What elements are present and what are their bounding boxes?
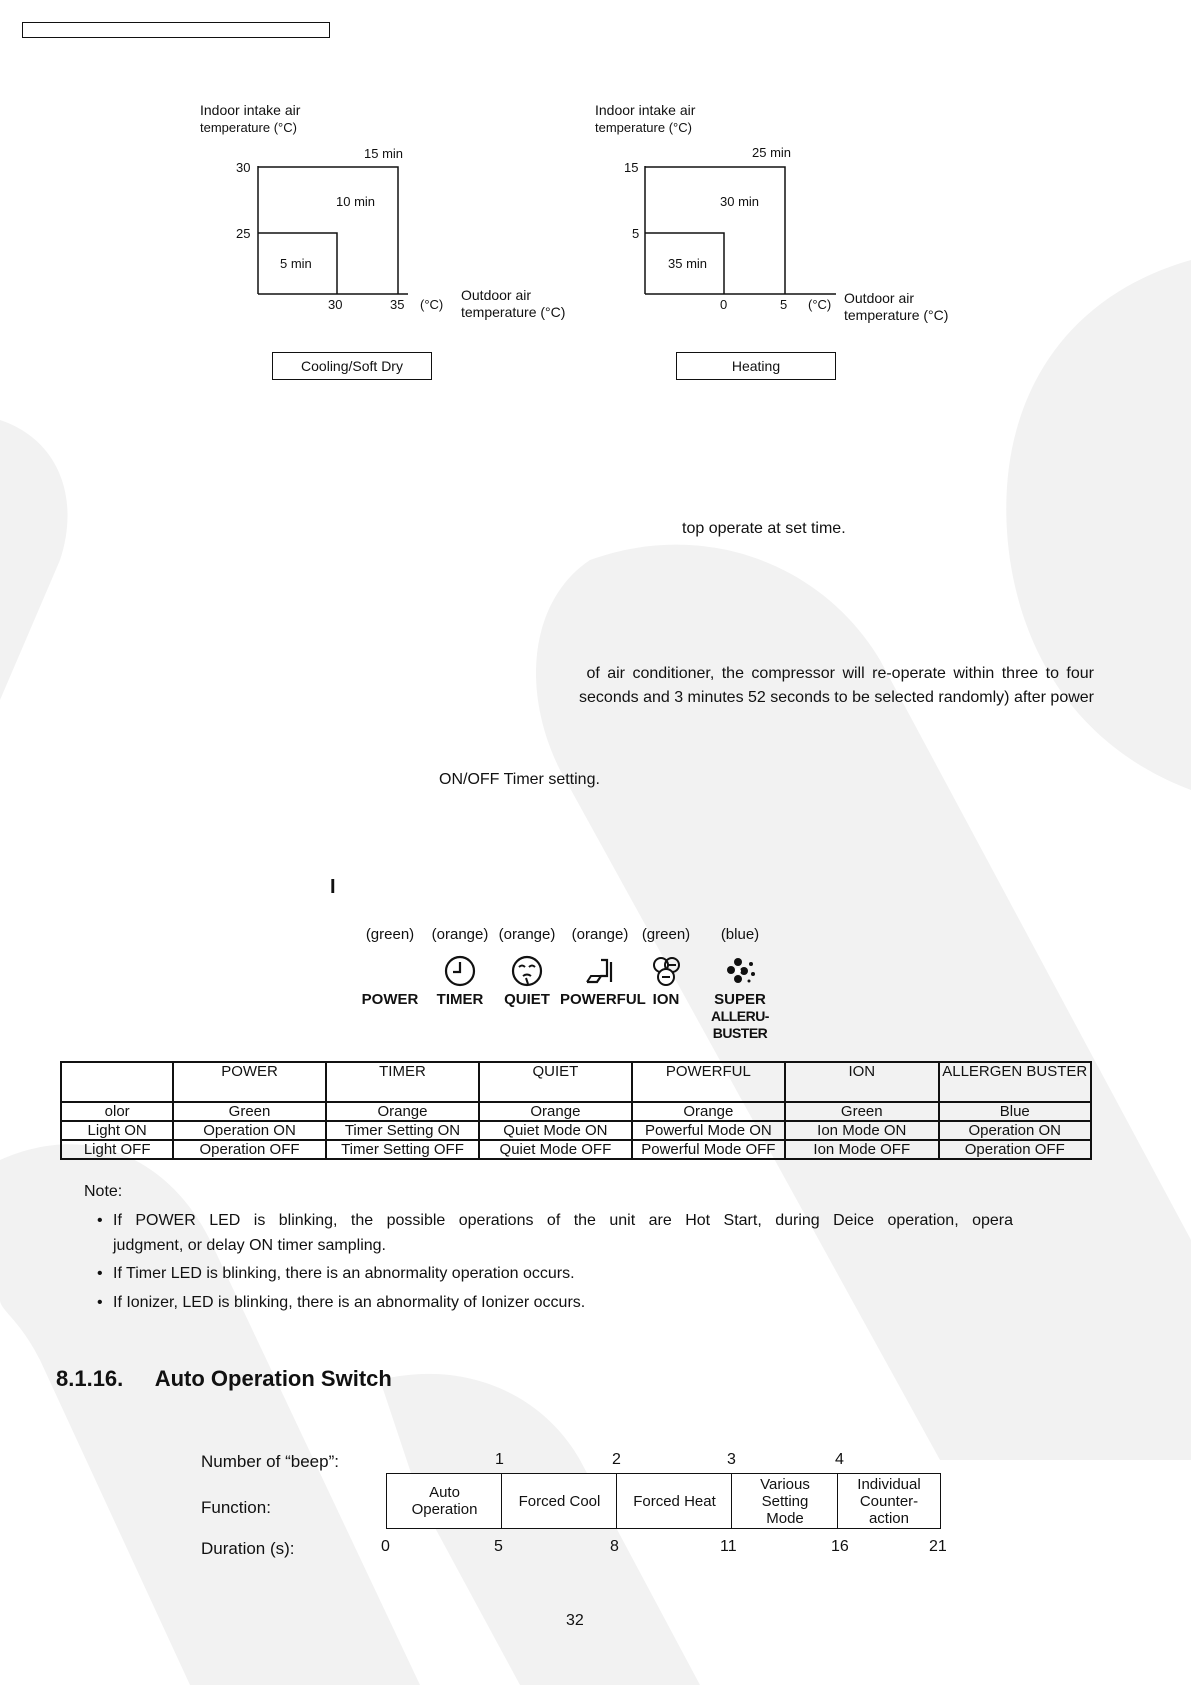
- section-heading: [56, 1366, 392, 1392]
- cooling-ylabel-line1: Indoor intake air: [200, 102, 301, 118]
- table-header-cell: QUIET: [479, 1062, 631, 1102]
- cooling-region-10: 10 min: [336, 194, 376, 209]
- cooling-xtick-30: 30: [328, 297, 343, 312]
- timer-stop-text: top operate at set time.: [682, 520, 846, 537]
- duration-21: 21: [929, 1538, 947, 1555]
- cooling-ylabel-line2: temperature (°C): [200, 120, 297, 135]
- duration-8: 8: [610, 1538, 619, 1555]
- table-cell: Orange: [479, 1102, 631, 1121]
- cooling-chart-lines: [250, 160, 410, 300]
- table-cell: olor: [61, 1102, 173, 1121]
- clock-icon: [443, 954, 477, 988]
- table-row: [61, 1102, 1091, 1121]
- table-cell: Orange: [326, 1102, 479, 1121]
- table-cell: Blue: [939, 1102, 1092, 1121]
- heating-chart-lines: [638, 160, 838, 300]
- function-forced-cool: Forced Cool: [501, 1473, 618, 1529]
- table-cell: Operation ON: [939, 1121, 1092, 1140]
- led-power-label: POWER: [361, 991, 419, 1008]
- function-individual-counteraction: Individual Counter- action: [837, 1473, 941, 1529]
- table-cell: Powerful Mode ON: [632, 1121, 785, 1140]
- heating-xlabel-line2: temperature (°C): [844, 307, 949, 323]
- table-cell: Powerful Mode OFF: [632, 1140, 785, 1159]
- cooling-ytick-25: 25: [236, 226, 251, 241]
- led-allergen-label: SUPER: [714, 991, 766, 1008]
- note-item-1: [97, 1208, 1013, 1233]
- table-cell: Light OFF: [61, 1140, 173, 1159]
- powerful-icon: [583, 954, 617, 988]
- beep-count-3: 3: [727, 1451, 736, 1468]
- led-ion-color: (green): [641, 926, 691, 943]
- indicator-heading: I: [330, 876, 336, 898]
- table-cell: Quiet Mode ON: [479, 1121, 631, 1140]
- led-quiet: [490, 926, 564, 1008]
- beep-count-4: 4: [835, 1451, 844, 1468]
- note-item-1-cont: judgment, or delay ON timer sampling.: [113, 1237, 386, 1254]
- table-cell: Light ON: [61, 1121, 173, 1140]
- table-header-cell: ION: [785, 1062, 938, 1102]
- table-row: [61, 1140, 1091, 1159]
- duration-16: 16: [831, 1538, 849, 1555]
- table-header-cell: TIMER: [326, 1062, 479, 1102]
- restart-text-line1: of air conditioner, the compressor will re-operate within three to four: [586, 665, 1094, 682]
- bullet-dot-icon: •: [97, 1294, 103, 1311]
- duration-label: Duration (s):: [201, 1539, 295, 1558]
- beep-count-2: 2: [612, 1451, 621, 1468]
- ion-icon: [649, 954, 683, 988]
- table-header-cell: ALLERGEN BUSTER: [939, 1062, 1092, 1102]
- heating-region-25: 25 min: [752, 145, 792, 160]
- restart-text-line2: seconds and 3 minutes 52 seconds to be selected randomly) after power: [579, 689, 1094, 706]
- led-powerful-label: POWERFUL: [560, 991, 646, 1008]
- table-row: [61, 1121, 1091, 1140]
- note-title: Note:: [84, 1183, 123, 1200]
- table-header-cell: [61, 1062, 173, 1102]
- bullet-dot-icon: •: [97, 1265, 103, 1282]
- header-box: [22, 22, 330, 38]
- duration-5: 5: [494, 1538, 503, 1555]
- led-quiet-color: (orange): [498, 926, 556, 943]
- led-ion-label: ION: [652, 991, 680, 1008]
- led-powerful: [560, 926, 646, 1008]
- allergen-icon: [722, 954, 758, 988]
- onoff-timer-text: ON/OFF Timer setting.: [439, 771, 600, 788]
- heating-region-30: 30 min: [720, 194, 760, 209]
- cooling-region-15: 15 min: [364, 146, 404, 161]
- heating-ytick-5: 5: [632, 226, 640, 241]
- table-cell: Green: [785, 1102, 938, 1121]
- function-forced-heat: Forced Heat: [616, 1473, 733, 1529]
- cooling-xlabel-line1: Outdoor air: [461, 287, 532, 303]
- note-item-3: [97, 1290, 586, 1315]
- cooling-xlabel-line2: temperature (°C): [461, 304, 566, 320]
- table-header-row: [61, 1062, 1091, 1102]
- table-cell: Orange: [632, 1102, 785, 1121]
- led-power: [353, 926, 427, 1008]
- heating-ylabel-line2: temperature (°C): [595, 120, 692, 135]
- duration-11: 11: [720, 1538, 737, 1555]
- led-powerful-color: (orange): [571, 926, 629, 943]
- heating-xtick-0: 0: [720, 297, 728, 312]
- table-cell: Operation ON: [173, 1121, 325, 1140]
- beep-count-1: 1: [495, 1451, 504, 1468]
- table-cell: Operation OFF: [173, 1140, 325, 1159]
- note-item-1-text: If POWER LED is blinking, the possible operations of the unit are Hot Start, during Deice operation, opera: [113, 1212, 1013, 1229]
- led-status-table: [60, 1061, 1092, 1160]
- led-timer: [423, 926, 497, 1008]
- cooling-xtick-35: 35: [390, 297, 405, 312]
- function-auto-operation: Auto Operation: [386, 1473, 503, 1529]
- led-timer-color: (orange): [431, 926, 489, 943]
- note-item-2-text: If Timer LED is blinking, there is an abnormality operation occurs.: [113, 1265, 575, 1282]
- heating-caption: Heating: [676, 352, 836, 380]
- table-cell: Timer Setting ON: [326, 1121, 479, 1140]
- led-timer-label: TIMER: [436, 991, 484, 1008]
- led-allergen: [684, 926, 796, 1042]
- power-led-icon: [390, 971, 391, 972]
- table-header-cell: POWER: [173, 1062, 325, 1102]
- page-number: 32: [566, 1612, 584, 1629]
- table-cell: Ion Mode ON: [785, 1121, 938, 1140]
- table-cell: Operation OFF: [939, 1140, 1092, 1159]
- cooling-xunit: (°C): [420, 297, 444, 312]
- section-title: Auto Operation Switch: [154, 1366, 392, 1391]
- heating-region-35: 35 min: [668, 256, 708, 271]
- note-item-2: [97, 1261, 575, 1286]
- bullet-dot-icon: •: [97, 1212, 103, 1229]
- beep-label: Number of “beep”:: [201, 1452, 339, 1471]
- duration-0: 0: [381, 1538, 390, 1555]
- heating-ytick-15: 15: [624, 160, 639, 175]
- table-cell: Quiet Mode OFF: [479, 1140, 631, 1159]
- cooling-ytick-30: 30: [236, 160, 251, 175]
- led-allergen-label2: ALLERU-BUSTER: [711, 1008, 769, 1041]
- quiet-face-icon: [510, 954, 544, 988]
- cooling-region-5: 5 min: [280, 256, 312, 271]
- cooling-caption: Cooling/Soft Dry: [272, 352, 432, 380]
- table-header-cell: POWERFUL: [632, 1062, 785, 1102]
- heating-ylabel-line1: Indoor intake air: [595, 102, 696, 118]
- heating-xtick-5: 5: [780, 297, 788, 312]
- function-various-setting: Various Setting Mode: [731, 1473, 839, 1529]
- heating-xunit: (°C): [808, 297, 832, 312]
- led-power-color: (green): [365, 926, 415, 943]
- led-quiet-label: QUIET: [504, 991, 550, 1008]
- table-cell: Timer Setting OFF: [326, 1140, 479, 1159]
- section-number: 8.1.16.: [56, 1366, 124, 1391]
- table-cell: Green: [173, 1102, 325, 1121]
- function-label: Function:: [201, 1498, 271, 1517]
- heating-xlabel-line1: Outdoor air: [844, 290, 915, 306]
- table-cell: Ion Mode OFF: [785, 1140, 938, 1159]
- led-allergen-color: (blue): [720, 926, 760, 943]
- note-item-3-text: If Ionizer, LED is blinking, there is an abnormality of Ionizer occurs.: [113, 1294, 586, 1311]
